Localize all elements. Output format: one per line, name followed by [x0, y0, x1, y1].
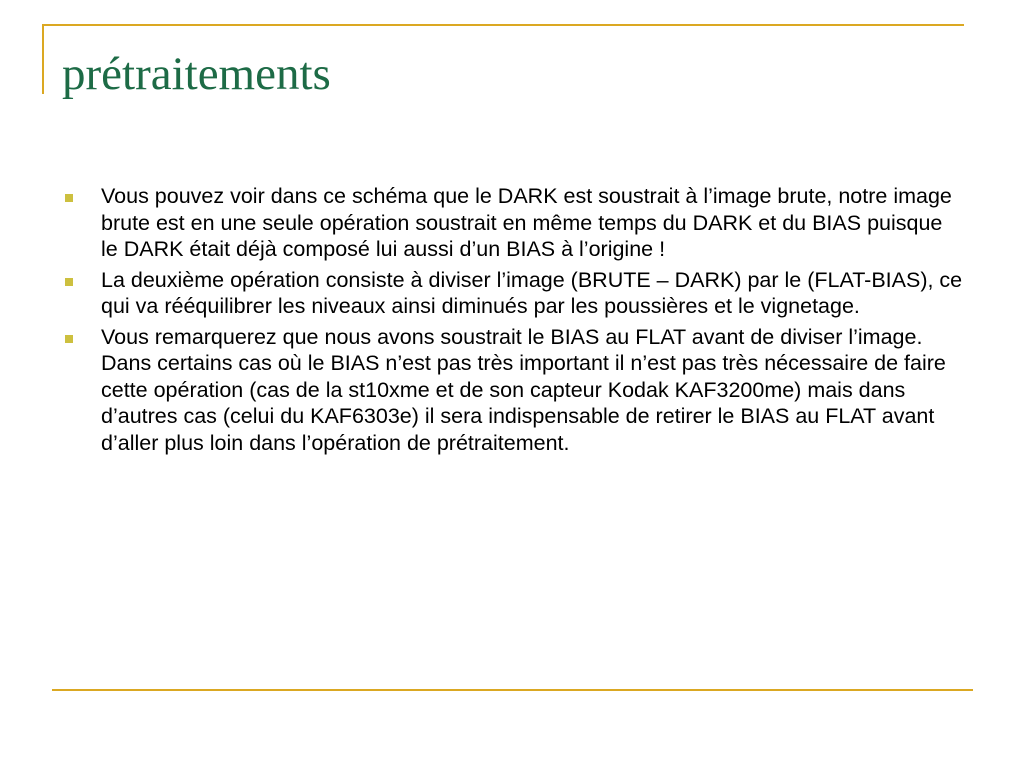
bottom-accent-rule [52, 689, 973, 691]
bullet-list [65, 183, 965, 460]
bullet-text: Vous pouvez voir dans ce schéma que le DARK est soustrait à l’image brute, notre image brute est en une seule opération soustrait en même temps du DARK et du BIAS puisque le DARK était déjà composé lui aussi d’un BIAS à l’origine ! [101, 184, 952, 261]
square-bullet-icon [65, 335, 73, 343]
square-bullet-icon [65, 278, 73, 286]
square-bullet-icon [65, 194, 73, 202]
left-accent-rule [42, 24, 44, 94]
bullet-item [65, 324, 965, 457]
top-accent-rule [42, 24, 964, 26]
bullet-item [65, 183, 965, 263]
bullet-text: La deuxième opération consiste à diviser l’image (BRUTE – DARK) par le (FLAT-BIAS), ce qui va rééquilibrer les niveaux ainsi diminués par les poussières et le vignetage. [101, 267, 963, 318]
bullet-text: Vous remarquerez que nous avons soustrait le BIAS au FLAT avant de diviser l’image. Dans certains cas où le BIAS n’est pas très important il n’est pas très nécessaire de faire cette opération (cas de la st10xme et de son capteur Kodak KAF3200me) mais dans d’autres cas (celui du KAF6303e) il sera indispensable de retirer le BIAS au FLAT avant d’aller plus loin dans l’opération de prétraitement. [101, 324, 946, 455]
bullet-item [65, 267, 965, 320]
slide-title: prétraitements [62, 48, 331, 100]
